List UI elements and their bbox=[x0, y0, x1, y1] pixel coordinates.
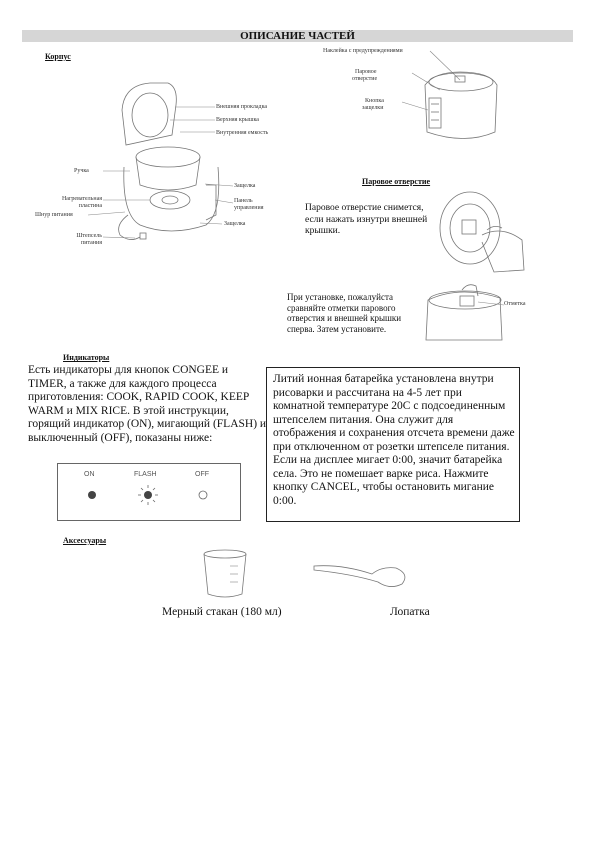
indicators-text: Есть индикаторы для кнопок CONGEE и TIMER, а также для каждого процесса приготовления: COOK, RAPID COOK, KEEP WARM и MIX RICE. В этой инструкции, горящий индикатор (ON), мигающий (FLASH) и выключенный (OFF), показаны ниже: bbox=[28, 364, 267, 444]
battery-info-box bbox=[266, 367, 520, 522]
battery-info-text: Литий ионная батарейка установлена внутри рисоварки и рассчитана на 4-5 лет при комнатной температуре 20С с подсоединенным штепселем питания. Она служит для отображения и сохранения отсчета времени даже при отключенном от розетки штепселе питания. Если на дисплее мигает 0:00, значит батарейка села. Это не помешает варке риса. Нажмите кнопку CANCEL, чтобы остановить мигание 0:00. bbox=[273, 373, 515, 507]
label-control-panel-1: Панель bbox=[234, 198, 253, 204]
label-heating-plate-2: пластина bbox=[78, 203, 102, 209]
label-warning-sticker: Наклейка с предупреждениями bbox=[323, 48, 403, 54]
indicator-on-icon bbox=[88, 491, 96, 499]
label-plug-1: Штепсель bbox=[76, 233, 102, 239]
spatula-icon bbox=[312, 560, 410, 590]
label-plug-2: питания bbox=[81, 240, 102, 246]
label-top-lid: Верхняя крышка bbox=[216, 117, 259, 123]
label-steam-vent-1: Паровое bbox=[355, 69, 377, 75]
measuring-cup-icon bbox=[200, 548, 250, 600]
indicator-off-icon bbox=[199, 491, 207, 499]
label-latch-2: Защелка bbox=[224, 221, 246, 227]
label-outer-gasket: Внешняя прокладка bbox=[216, 104, 268, 110]
label-latch: Защелка bbox=[234, 183, 256, 189]
label-latch-button-1: Кнопка bbox=[365, 98, 384, 104]
measuring-cup-label: Мерный стакан (180 мл) bbox=[162, 606, 282, 618]
indicator-flash-icon bbox=[144, 491, 152, 499]
label-heating-plate-1: Нагревательная bbox=[61, 196, 102, 202]
body-heading: Корпус bbox=[45, 52, 71, 61]
steam-vent-text: Паровое отверстие снимется, если нажать изнутри внешней крышки. bbox=[305, 203, 428, 236]
label-latch-button-2: защелки bbox=[362, 105, 384, 111]
steam-vent-removal-illustration bbox=[432, 180, 527, 275]
label-power-cord: Шнур питания bbox=[35, 212, 73, 218]
indicator-on-label: ON bbox=[84, 471, 95, 478]
rice-cooker-closed-illustration bbox=[415, 60, 505, 150]
spatula-label: Лопатка bbox=[390, 606, 430, 618]
label-inner-pot: Внутренняя емкость bbox=[216, 130, 269, 136]
indicator-flash-label: FLASH bbox=[134, 471, 157, 478]
label-handle: Ручка bbox=[74, 168, 89, 174]
label-control-panel-2: управления bbox=[234, 205, 264, 211]
page-title: ОПИСАНИЕ ЧАСТЕЙ bbox=[22, 30, 573, 42]
steam-vent-install-illustration bbox=[420, 280, 510, 345]
label-mark: Отметка bbox=[504, 301, 526, 307]
steam-vent-install-text: При установке, пожалуйста сравняйте отметки парового отверстия и внешней крышки сперва. Затем установите. bbox=[287, 292, 402, 334]
steam-vent-heading: Паровое отверстие bbox=[362, 177, 431, 186]
indicator-states-panel bbox=[57, 463, 241, 521]
accessories-heading: Аксессуары bbox=[63, 536, 107, 545]
label-steam-vent-2: отверстие bbox=[352, 76, 378, 82]
indicator-lights bbox=[58, 464, 242, 522]
indicator-off-label: OFF bbox=[195, 471, 209, 478]
indicators-heading: Индикаторы bbox=[63, 353, 110, 362]
